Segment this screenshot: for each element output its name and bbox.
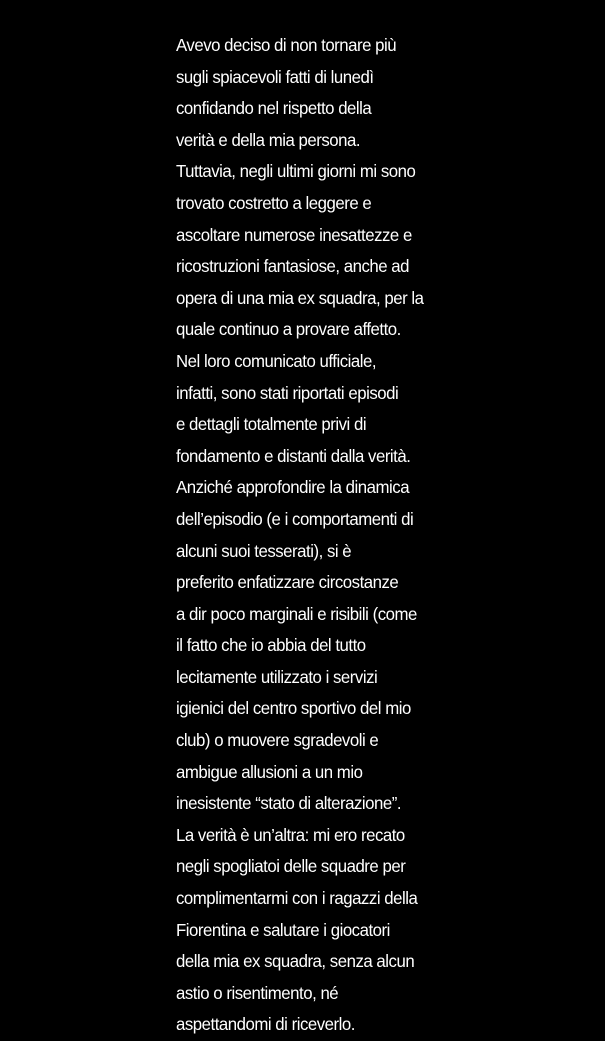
text-line: Tuttavia, negli ultimi giorni mi sono [176,161,416,182]
text-line: complimentarmi con i ragazzi della [176,888,418,909]
text-line: fondamento e distanti dalla verità. [176,445,411,466]
text-line: Nel loro comunicato ufficiale, [176,350,377,371]
text-line: igienici del centro sportivo del mio [176,698,411,719]
text-line: Avevo deciso di non tornare più [176,35,397,55]
text-line: La verità è un’altra: mi ero recato [176,824,405,845]
text-line: ambigue allusioni a un mio [176,761,363,782]
text-line: preferito enfatizzare circostanze [176,572,399,593]
text-line: lecitamente utilizzato i servizi [176,666,378,687]
statement-text-block [176,30,464,1041]
text-line: Fiorentina e salutare i giocatori [176,919,390,940]
text-line: aspettandomi di riceverlo. [176,1014,355,1035]
text-line: infatti, sono stati riportati episodi [176,382,399,403]
text-line: a dir poco marginali e risibili (come [176,603,417,624]
text-line: negli spogliatoi delle squadre per [176,856,406,877]
text-line: dell’episodio (e i comportamenti di [176,508,414,529]
text-line: Anziché approfondire la dinamica [176,477,410,498]
text-line: opera di una mia ex squadra, per la [176,287,424,308]
text-line: ascoltare numerose inesattezze e [176,224,412,245]
text-line: verità e della mia persona. [176,129,361,150]
text-line: quale continuo a provare affetto. [176,319,401,340]
text-line: inesistente “stato di alterazione”. [176,793,402,814]
text-line: e dettagli totalmente privi di [176,414,367,435]
text-line: sugli spiacevoli fatti di lunedì [176,66,374,87]
text-line: ricostruzioni fantasiose, anche ad [176,256,410,277]
text-line: della mia ex squadra, senza alcun [176,951,415,972]
text-line: alcuni suoi tesserati), si è [176,540,352,561]
text-line: confidando nel rispetto della [176,98,372,119]
text-line: astio o risentimento, né [176,982,339,1003]
text-line: trovato costretto a leggere e [176,192,372,213]
text-line: il fatto che io abbia del tutto [176,635,366,656]
text-line: club) o muovere sgradevoli e [176,730,379,751]
